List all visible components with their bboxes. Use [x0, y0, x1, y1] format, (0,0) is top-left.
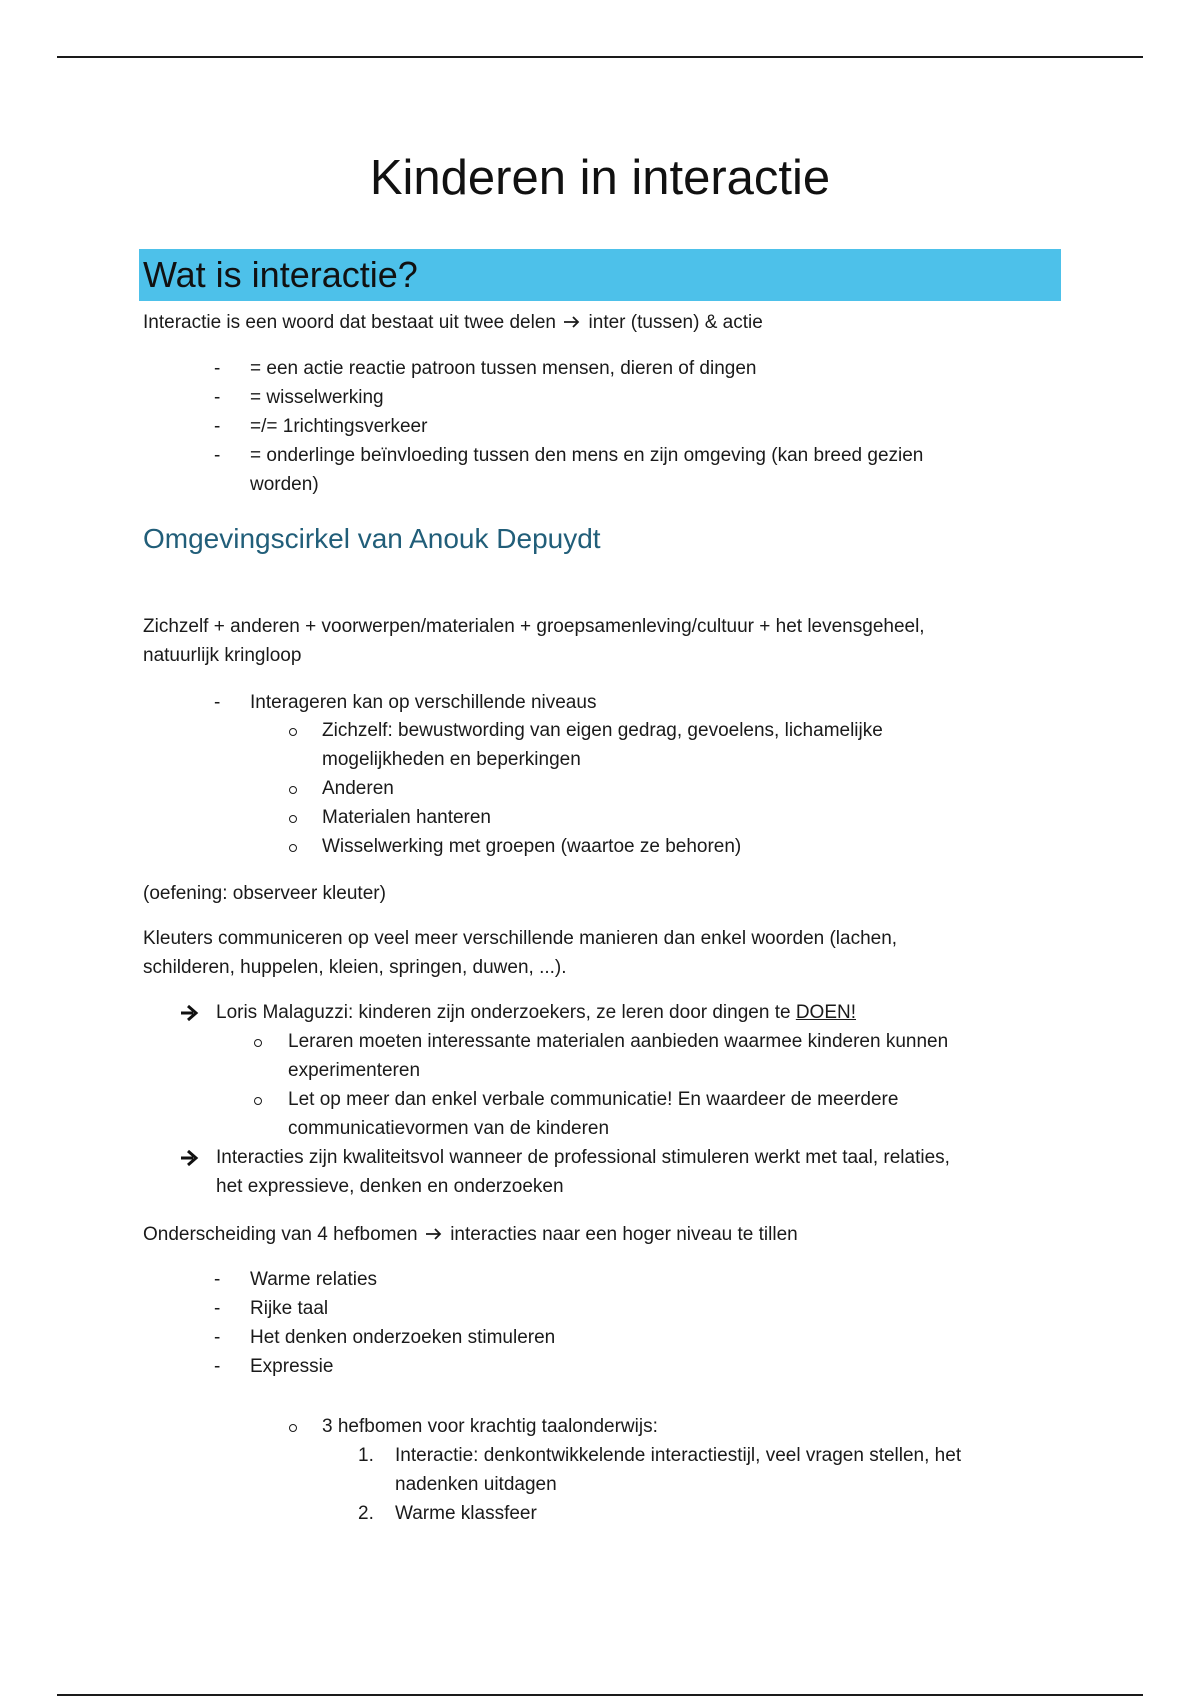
list-item-continuation: worden) [250, 474, 319, 495]
circle-bullet-icon [254, 1097, 262, 1105]
dash-bullet-marker: - [214, 445, 221, 466]
list-item: Het denken onderzoeken stimuleren [250, 1327, 556, 1348]
sub-list-item: Leraren moeten interessante materialen aanbieden waarmee kinderen kunnen [288, 1031, 949, 1052]
dash-bullet-marker: - [214, 358, 221, 379]
hefbomen-text-after: interacties naar een hoger niveau te tillen [450, 1224, 798, 1245]
dash-bullet-marker: - [214, 1356, 221, 1377]
arrow-right-icon [563, 315, 581, 329]
arrow-item-malaguzzi [216, 998, 856, 1027]
bold-arrow-icon [180, 1149, 200, 1167]
sub-list-item-continuation: experimenteren [288, 1060, 421, 1081]
paragraph-line: schilderen, huppelen, kleien, springen, duwen, ...). [143, 957, 567, 978]
paragraph-line: Kleuters communiceren op veel meer verschillende manieren dan enkel woorden (lachen, [143, 928, 898, 949]
dash-bullet-marker: - [214, 1269, 221, 1290]
bottom-rule [57, 1694, 1143, 1696]
arrow-item-kwaliteit: Interacties zijn kwaliteitsvol wanneer de professional stimuleren werkt met taal, relaties, [216, 1147, 950, 1168]
dash-bullet-marker: - [214, 692, 221, 713]
intro-text-after: inter (tussen) & actie [588, 312, 763, 333]
bold-arrow-icon [180, 1004, 200, 1022]
sub-list-item: 3 hefbomen voor krachtig taalonderwijs: [322, 1416, 658, 1437]
hefbomen-text-before: Onderscheiding van 4 hefbomen [143, 1224, 418, 1245]
numbered-item: Interactie: denkontwikkelende interactiestijl, veel vragen stellen, het [395, 1445, 962, 1466]
list-item: = wisselwerking [250, 387, 384, 408]
list-item: Warme relaties [250, 1269, 378, 1290]
arrow-item-continuation: het expressieve, denken en onderzoeken [216, 1176, 564, 1197]
list-item: Rijke taal [250, 1298, 329, 1319]
list-item: =/= 1richtingsverkeer [250, 416, 428, 437]
hefbomen-paragraph [143, 1220, 798, 1249]
list-item: Expressie [250, 1356, 334, 1377]
section-heading-omgevingscirkel: Omgevingscirkel van Anouk Depuydt [143, 523, 601, 554]
numbered-item: Warme klassfeer [395, 1503, 537, 1524]
document-title: Kinderen in interactie [369, 151, 831, 205]
numbered-item-continuation: nadenken uitdagen [395, 1474, 557, 1495]
sub-list-item: Materialen hanteren [322, 807, 491, 828]
sub-list-item: Anderen [322, 778, 394, 799]
oefening-note: (oefening: observeer kleuter) [143, 883, 386, 904]
circle-bullet-icon [289, 786, 297, 794]
circle-bullet-icon [289, 728, 297, 736]
paragraph-line: natuurlijk kringloop [143, 645, 302, 666]
intro-text-before: Interactie is een woord dat bestaat uit twee delen [143, 312, 556, 333]
dash-bullet-marker: - [214, 1327, 221, 1348]
sub-list-item: Let op meer dan enkel verbale communicatie! En waardeer de meerdere [288, 1089, 899, 1110]
arrow-item-text: Loris Malaguzzi: kinderen zijn onderzoekers, ze leren door dingen te [216, 1002, 796, 1023]
circle-bullet-icon [254, 1039, 262, 1047]
list-item: = een actie reactie patroon tussen mensen, dieren of dingen [250, 358, 757, 379]
sub-list-item-continuation: communicatievormen van de kinderen [288, 1118, 610, 1139]
circle-bullet-icon [289, 1424, 297, 1432]
list-item: Interageren kan op verschillende niveaus [250, 692, 597, 713]
paragraph-line: Zichzelf + anderen + voorwerpen/materialen + groepsamenleving/cultuur + het levensgeheel, [143, 616, 925, 637]
sub-list-item: Zichzelf: bewustwording van eigen gedrag, gevoelens, lichamelijke [322, 720, 883, 741]
section-heading-wat-is-interactie: Wat is interactie? [143, 254, 418, 295]
underlined-doen: DOEN! [795, 1002, 857, 1023]
intro-paragraph [143, 308, 763, 337]
top-rule [57, 56, 1143, 58]
list-item: = onderlinge beïnvloeding tussen den mens en zijn omgeving (kan breed gezien [250, 445, 924, 466]
numbered-marker: 2. [358, 1503, 374, 1524]
numbered-marker: 1. [358, 1445, 374, 1466]
sub-list-item-continuation: mogelijkheden en beperkingen [322, 749, 581, 770]
dash-bullet-marker: - [214, 416, 221, 437]
sub-list-item: Wisselwerking met groepen (waartoe ze behoren) [322, 836, 742, 857]
dash-bullet-marker: - [214, 387, 221, 408]
arrow-right-icon [425, 1227, 443, 1241]
circle-bullet-icon [289, 844, 297, 852]
dash-bullet-marker: - [214, 1298, 221, 1319]
circle-bullet-icon [289, 815, 297, 823]
